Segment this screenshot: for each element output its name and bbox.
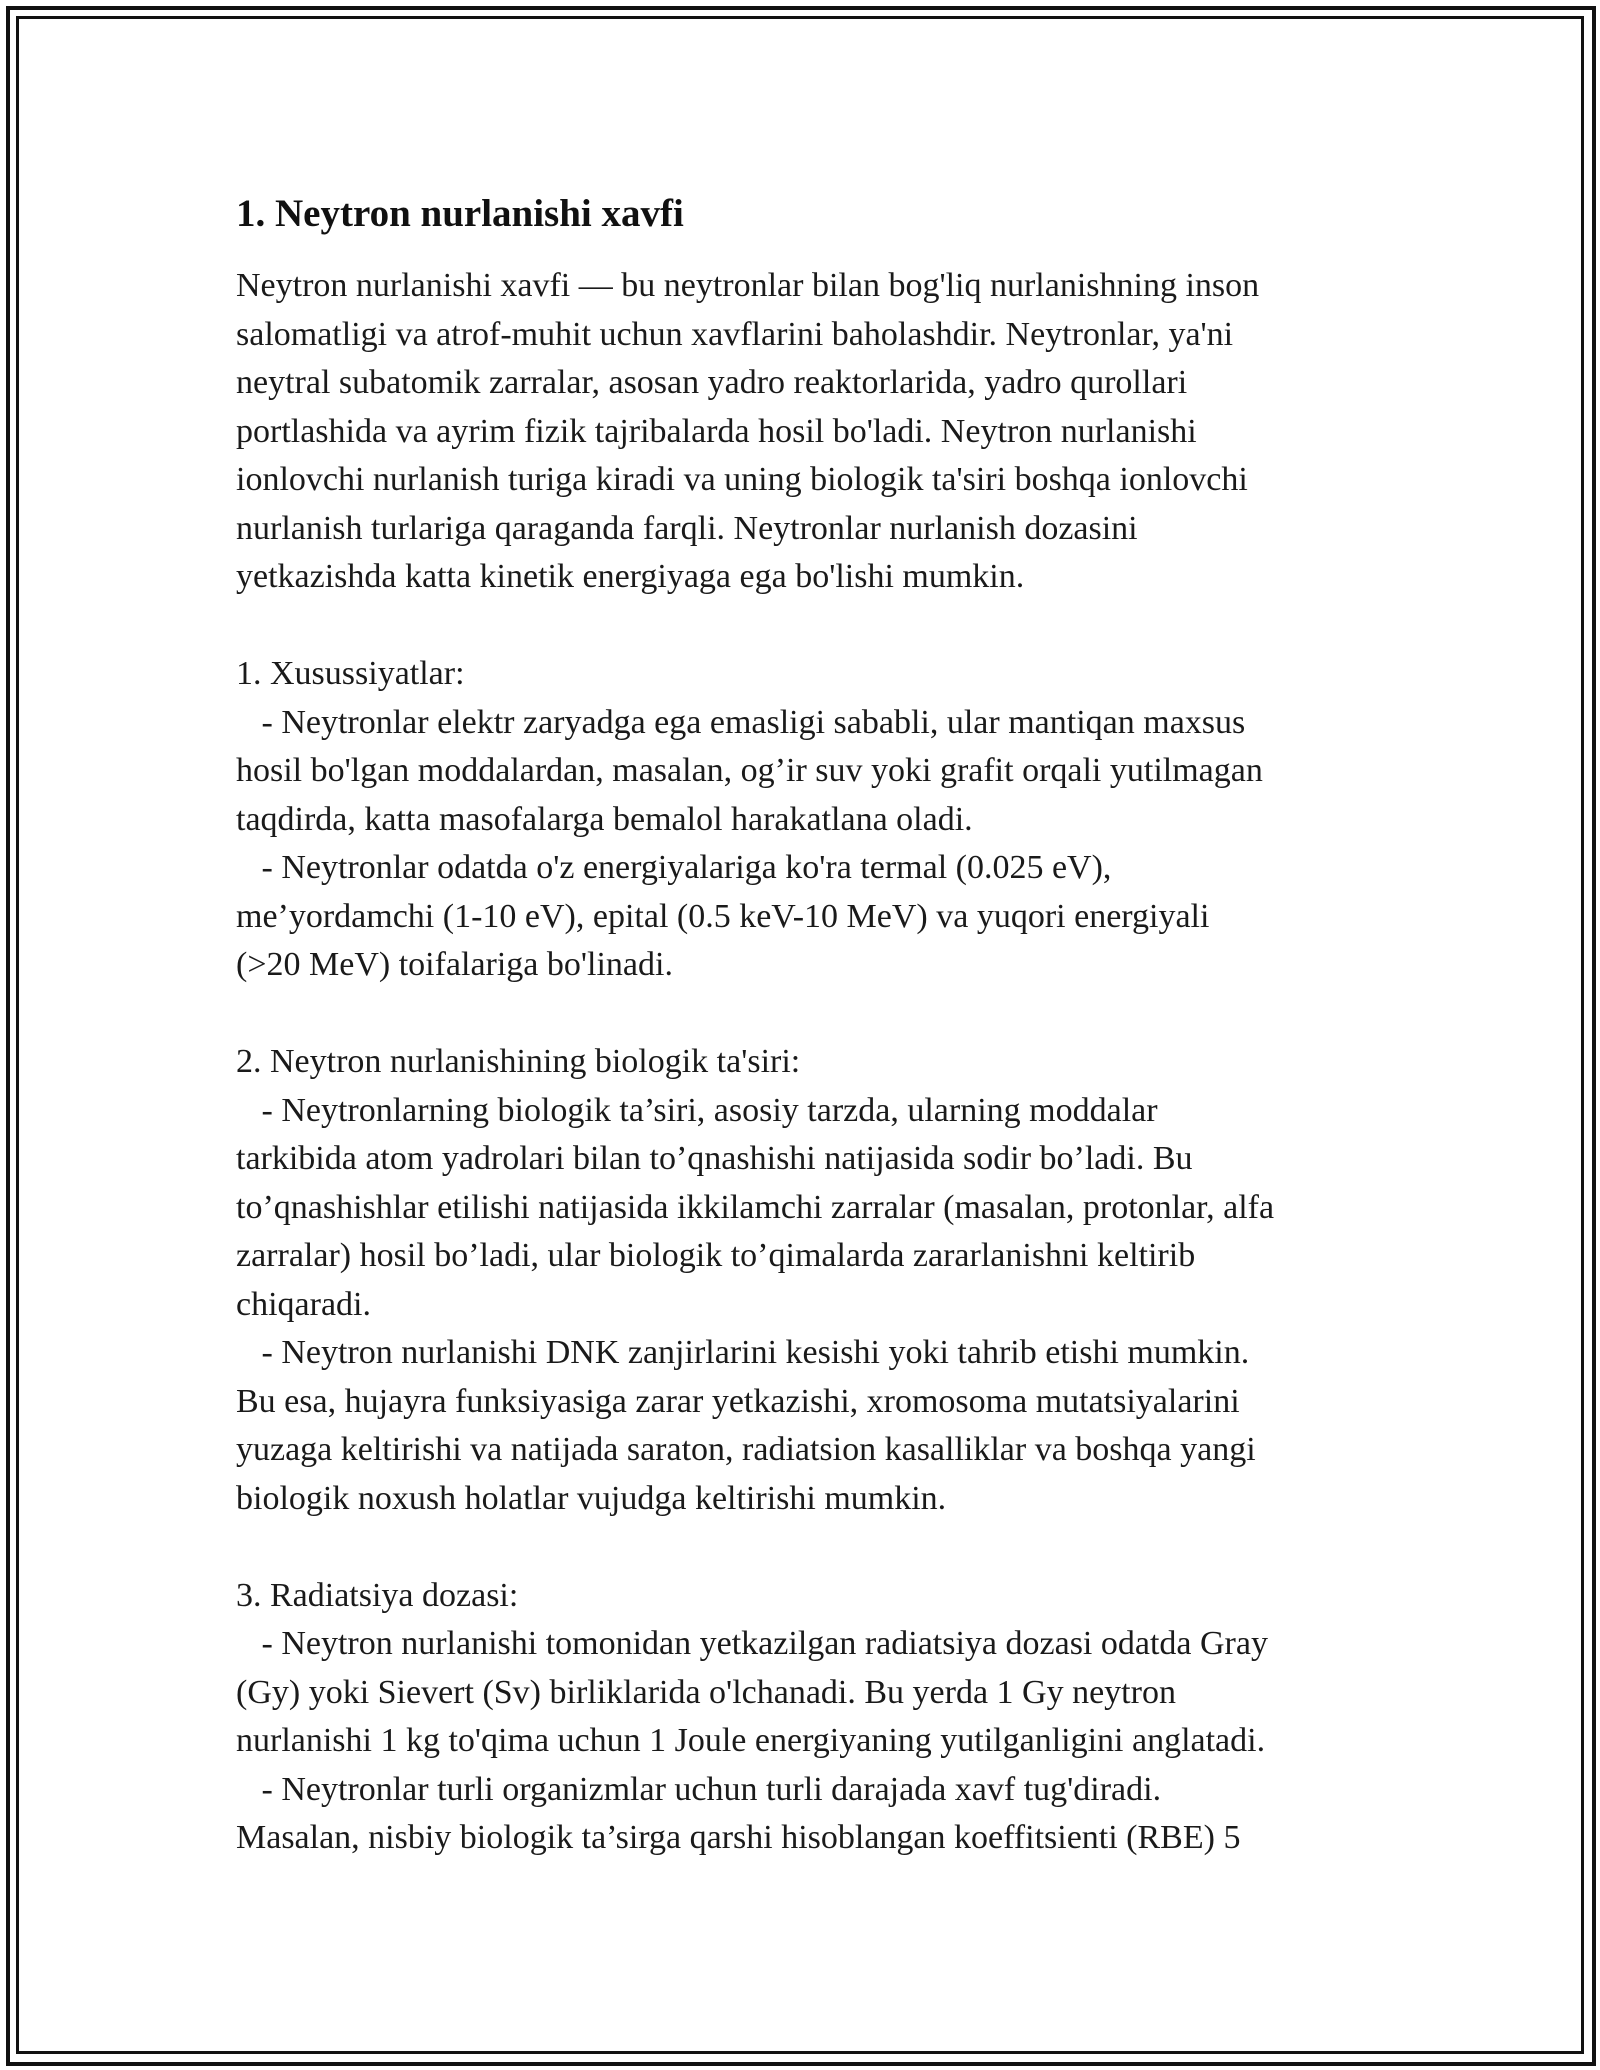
section-properties (236, 650, 1366, 990)
paragraph-gap (236, 602, 1366, 651)
section-heading: 1. Xusussiyatlar: (236, 655, 465, 692)
section-line: me’yordamchi (1-10 eV), epital (0.5 keV-10 MeV) va yuqori energiyali (236, 897, 1210, 935)
intro-line: ionlovchi nurlanish turiga kiradi va uning biologik ta'siri boshqa ionlovchi (236, 461, 1248, 498)
document-title: 1. Neytron nurlanishi xavfi (236, 192, 684, 235)
section-line: Masalan, nisbiy biologik ta’sirga qarshi hisoblangan koeffitsienti (RBE) 5 (236, 1819, 1241, 1856)
section-line: biologik noxush holatlar vujudga keltirishi mumkin. (236, 1479, 947, 1517)
section-heading: 3. Radiatsiya dozasi: (236, 1576, 519, 1614)
section-line: taqdirda, katta masofalarga bemalol harakatlana oladi. (236, 800, 973, 838)
intro-line: nurlanish turlariga qaraganda farqli. Neytronlar nurlanish dozasini (236, 509, 1138, 547)
intro-line: portlashida va ayrim fizik tajribalarda hosil bo'ladi. Neytron nurlanishi (236, 412, 1197, 450)
section-line: yuzaga keltirishi va natijada saraton, radiatsion kasalliklar va boshqa yangi (236, 1431, 1256, 1468)
section-line: Bu esa, hujayra funksiyasiga zarar yetkazishi, xromosoma mutatsiyalarini (236, 1382, 1240, 1420)
section-radiation-dose (236, 1572, 1366, 1863)
section-line: tarkibida atom yadrolari bilan to’qnashishi natijasida sodir bo’ladi. Bu (236, 1140, 1193, 1177)
section-line: (Gy) yoki Sievert (Sv) birliklarida o'lchanadi. Bu yerda 1 Gy neytron (236, 1673, 1176, 1711)
document-body (236, 188, 1366, 1863)
section-line: chiqaradi. (236, 1285, 371, 1323)
paragraph-gap (236, 1523, 1366, 1572)
section-line: nurlanishi 1 kg to'qima uchun 1 Joule energiyaning yutilganligini anglatadi. (236, 1722, 1266, 1759)
intro-line: salomatligi va atrof-muhit uchun xavflarini baholashdir. Neytronlar, ya'ni (236, 315, 1234, 353)
section-line: zarralar) hosil bo’ladi, ular biologik to’qimalarda zararlanishni keltirib (236, 1237, 1196, 1274)
section-line: - Neytron nurlanishi tomonidan yetkazilgan radiatsiya dozasi odatda Gray (236, 1625, 1268, 1662)
intro-paragraph (236, 262, 1366, 602)
section-line: - Neytronlar elektr zaryadga ega emasligi sababli, ular mantiqan maxsus (236, 703, 1246, 741)
section-line: to’qnashishlar etilishi natijasida ikkilamchi zarralar (masalan, protonlar, alfa (236, 1188, 1275, 1226)
paragraph-gap (236, 990, 1366, 1039)
section-heading: 2. Neytron nurlanishining biologik ta'siri: (236, 1043, 801, 1080)
intro-line: yetkazishda katta kinetik energiyaga ega bo'lishi mumkin. (236, 558, 1025, 595)
intro-line: Neytron nurlanishi xavfi — bu neytronlar bilan bog'liq nurlanishning inson (236, 267, 1260, 304)
section-line: - Neytronlar turli organizmlar uchun turli darajada xavf tug'diradi. (236, 1770, 1162, 1808)
section-line: (>20 MeV) toifalariga bo'linadi. (236, 946, 673, 983)
section-line: - Neytron nurlanishi DNK zanjirlarini kesishi yoki tahrib etishi mumkin. (236, 1334, 1250, 1371)
section-line: hosil bo'lgan moddalardan, masalan, og’ir suv yoki grafit orqali yutilmagan (236, 752, 1263, 789)
section-line: - Neytronlarning biologik ta’siri, asosiy tarzda, ularning moddalar (236, 1091, 1158, 1129)
section-line: - Neytronlar odatda o'z energiyalariga ko'ra termal (0.025 eV), (236, 849, 1112, 886)
intro-line: neytral subatomik zarralar, asosan yadro reaktorlarida, yadro qurollari (236, 364, 1188, 401)
section-biological-effect (236, 1038, 1366, 1523)
